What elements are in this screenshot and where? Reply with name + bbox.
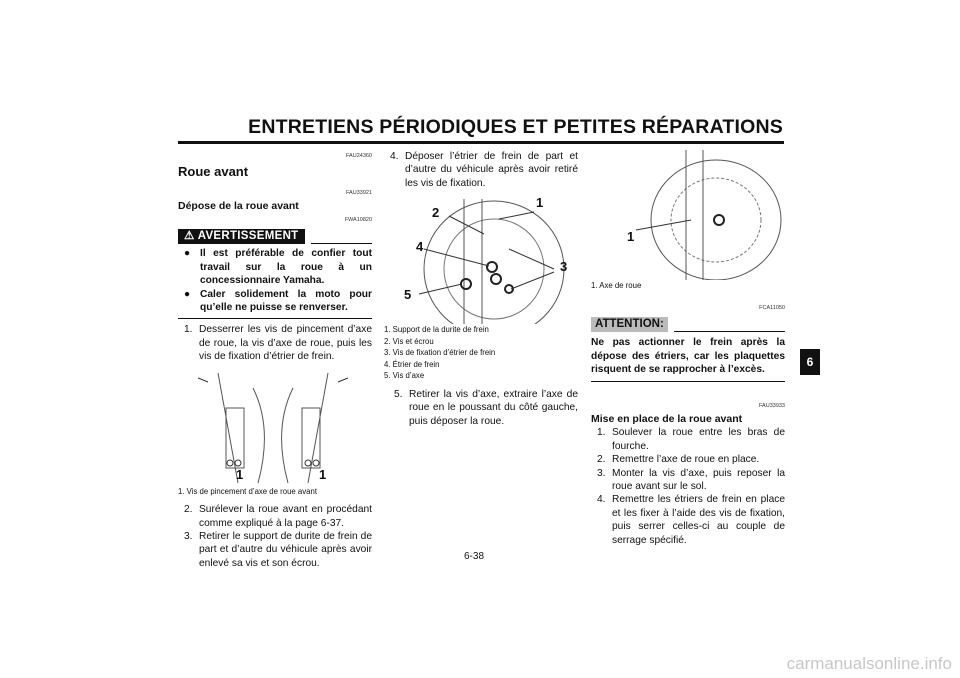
warning-item: ● Caler solidement la moto pour qu’elle ne puisse se renverser. <box>184 288 372 314</box>
ref-code: FWA10820 <box>344 216 372 223</box>
callout-1: 1 <box>319 466 327 482</box>
axle-illustration <box>591 150 785 280</box>
callout-5: 5 <box>404 287 412 303</box>
figure-caption: 1. Support de la durite de frein <box>384 325 489 335</box>
chapter-tab[interactable]: 6 <box>800 349 820 375</box>
step: 4. Déposer l’étrier de frein de part et d’autre du véhicule après avoir retiré les vis de fixation. <box>390 151 578 189</box>
step: 5. Retirer la vis d’axe, extraire l’axe de roue en le poussant du côté gauche, puis déposer la roue. <box>394 388 578 427</box>
warning-label: ⚠ AVERTISSEMENT <box>178 229 305 244</box>
figure-fork-clamp <box>178 368 372 486</box>
caliper-illustration <box>384 194 578 324</box>
attention-text: Ne pas actionner le frein après la dépose des étriers, car les plaquettes risquent de se rapprocher à l’excès. <box>591 337 785 376</box>
figure-caliper <box>384 194 578 324</box>
callout-3: 3 <box>560 259 568 275</box>
warning-header <box>178 229 372 244</box>
figure-caption: 4. Étrier de frein <box>384 359 440 369</box>
attention-header <box>591 317 785 332</box>
fork-illustration <box>178 368 372 486</box>
column-3 <box>591 150 785 547</box>
callout-1: 1 <box>236 466 244 482</box>
figure-caption: 2. Vis et écrou <box>384 336 434 346</box>
page-title: ENTRETIENS PÉRIODIQUES ET PETITES RÉPARATIONS <box>248 116 783 138</box>
step: 3. Retirer le support de durite de frein de part et d’autre du véhicule après avoir enlevé sa vis et son écrou. <box>184 531 372 569</box>
figure-caption: 1. Vis de pincement d’axe de roue avant <box>178 486 317 496</box>
watermark: carmanualsonline.info <box>786 654 952 673</box>
callout-4: 4 <box>416 239 424 255</box>
ref-code: FCA11050 <box>759 304 785 311</box>
warning-item: ● Il est préférable de confier tout travail sur la roue à un concessionnaire Yamaha. <box>184 248 372 287</box>
warning-icon: ⚠ <box>184 230 198 243</box>
callout-1: 1 <box>536 195 544 211</box>
callout-1: 1 <box>627 229 635 244</box>
ref-code: FAU33933 <box>759 402 785 409</box>
step: 4. Remettre les étriers de frein en place et les fixer à l’aide des vis de fixation, puis serrer celles-ci au couple de serrage spécifié. <box>597 494 785 546</box>
step: 3. Monter la vis d’axe, puis reposer la roue avant sur le sol. <box>597 467 785 492</box>
step: 2. Remettre l’axe de roue en place. <box>597 454 760 466</box>
figure-caption: 3. Vis de fixation d’étrier de frein <box>384 348 496 358</box>
column-2 <box>384 150 578 428</box>
figure-axle <box>591 150 785 280</box>
column-1 <box>178 150 372 570</box>
step: 2. Surélever la roue avant en procédant comme expliqué à la page 6-37. <box>184 504 372 529</box>
ref-code: FAU33921 <box>346 189 372 196</box>
callout-2: 2 <box>432 205 440 221</box>
attention-label: ATTENTION: <box>591 317 668 332</box>
header-rule <box>178 141 784 144</box>
figure-caption: 5. Vis d’axe <box>384 371 425 381</box>
subheading: Dépose de la roue avant <box>178 200 299 213</box>
figure-caption: 1. Axe de roue <box>591 281 642 290</box>
ref-code: FAU24360 <box>346 153 372 159</box>
subheading: Mise en place de la roue avant <box>591 412 743 425</box>
step: 1. Desserrer les vis de pincement d’axe de roue, la vis d’axe de roue, puis les vis de fixation d’étrier de frein. <box>184 324 372 363</box>
section-heading: Roue avant <box>178 164 249 180</box>
page-number: 6-38 <box>464 551 485 562</box>
step: 1. Soulever la roue entre les bras de fourche. <box>597 427 785 452</box>
